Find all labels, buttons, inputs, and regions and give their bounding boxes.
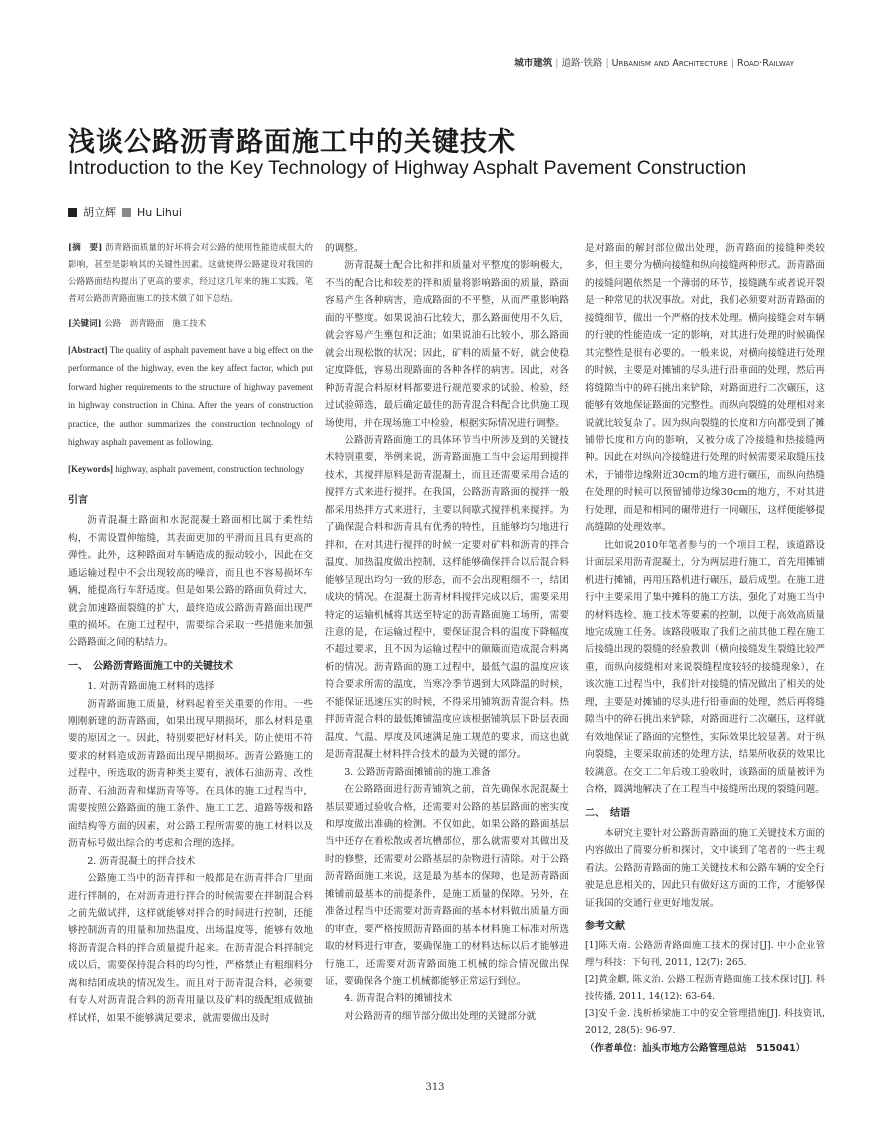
journal-header: 城市建筑 | 道路·铁路 | Urbanism and Architecture | Road·Railway (514, 58, 794, 69)
subsection-3-heading: 3. 公路沥青路面摊铺前的施工准备 (344, 766, 491, 778)
page-number: 313 (425, 1082, 445, 1093)
reference-item: [1]陈天南. 公路沥青路面施工技术的探讨[J]. 中小企业管理与科技：下旬刊, 2011, 12(7): 265. (585, 940, 825, 969)
abstract-zh-text: 沥青路面质量的好坏将会对公路的使用性能造成很大的影响，甚至是影响其的关键性因素。这就使得公路建设对我国的公路路面结构提出了更高的要求，经过这几年来的施工实践，笔者对公路沥青路面施工的技术做了如下总结。 (68, 243, 314, 304)
keywords-en-label: [Keywords] (68, 463, 113, 474)
header-section: 城市建筑 (514, 58, 553, 69)
column-2 (325, 240, 569, 1025)
keywords-en (68, 460, 313, 478)
paragraph: 公路施工当中的沥青拌和一般都是在沥青拌合厂里面进行拌制的，在对沥青进行拌合的时候需要在拌制混合料之前先做试拌，这样就能够对拌合的时间进行控制，还能够控制沥青的用量和加热温度、出场温度等，能够有效地将沥青混合料的拌合质量提升起来。在沥青混合料拌制完成以后，需要保持混合料的均匀性，严格禁止有粗细料分离和结团成块的情况发生。而且对于沥青混合料，必须要有专人对沥青混合料的沥青用量以及矿料的级配组成做抽样试样，如果不能够满足要求，就需要做出及时 (68, 873, 313, 1024)
keywords-en-text: highway, asphalt pavement, construction technology (115, 463, 305, 474)
author-en: Hu Lihui (137, 206, 182, 219)
header-en-subsection: Road·Railway (737, 58, 794, 69)
keywords-zh (68, 316, 313, 333)
square-bullet-icon (68, 208, 77, 217)
abstract-en-label: [Abstract] (68, 345, 108, 355)
reference-item: [2]黄金麒, 陈义治. 公路工程沥青路面施工技术探讨[J]. 科技传播, 2011, 14(12): 63-64. (585, 973, 825, 1002)
column-3 (585, 240, 825, 1057)
author-line (68, 204, 182, 220)
paragraph: 对公路沥青的细节部分做出处理的关键部分就 (344, 1010, 537, 1022)
subsection-4-heading: 4. 沥青混合料的摊铺技术 (344, 993, 453, 1005)
abstract-en-text: The quality of asphalt pavement have a big effect on the performance of the highway, even the key affect factor, which put forward higher requirements to the structure of highway pavement in highway construction in China. After the years of construction practice, the author summarizes the construction technology of highway asphalt pavement as following. (68, 345, 313, 448)
section-1-heading: 一、 公路沥青路面施工中的关键技术 (68, 660, 233, 672)
header-subsection: 道路·铁路 (561, 58, 603, 69)
paragraph: 比如说2010年笔者参与的一个项目工程，该道路设计面层采用沥青混凝土，分为两层进行施工，首先用摊铺机进行摊铺，再用压路机进行碾压，最后成型。在施工进行中主要采用了集中摊料的施工方法，强化了对施工当中的材料选检、施工技术等要素的控制，以便于高效高质量地完成施工任务。该路段吸取了我们之前其他工程在施工后接缝出现的裂缝的经验教训（横向接缝发生裂缝比较严重，而纵向接缝相对来说裂缝程度较轻的接缝现象），在该次施工过程当中，我们针对接缝的情况做出了相关的处理，主要是对摊铺的尽头进行铅垂面的处理，然后再将缝隙当中的碎石挑出来铲除，对路面进行二次碾压，这样就有效地保证了路面的完整性，实际效果比较显著。对于纵向裂缝，主要采取前述的处理方法，结果所收获的效果比较满意。在交工二年后竣工验收时，该路面的质量被评为合格，圆满地解决了在工程当中接缝所出现的裂缝问题。 (585, 539, 825, 796)
author-affiliation: （作者单位：汕头市地方公路管理总站 515041） (585, 1042, 806, 1054)
header-en-section: Urbanism and Architecture (611, 58, 728, 69)
article-title-en: Introduction to the Key Technology of Highway Asphalt Pavement Construction (68, 157, 747, 179)
section-2-heading: 二、 结语 (585, 807, 630, 819)
paragraph: 沥青路面施工质量，材料起着至关重要的作用。一些刚刚新建的沥青路面，如果出现早期损坏，那么材料是重要的原因之一。因此，特别要把好材料关，防止使用不符要求的材料造成沥青路面出现早期损坏。沥青公路施工的过程中，所选取的沥青种类主要有，液体石油沥青、改性沥青、石油沥青和煤沥青等等。在具体的施工过程当中，需要按照公路路面的施工条件、施工工艺、道路等级和路面结构等方面的因素，对公路工程所需要的施工材料以及沥青标号做出综合的考虑和合理的选择。 (68, 698, 313, 850)
subsection-2-heading: 2. 沥青混凝土的拌合技术 (87, 855, 196, 867)
intro-heading: 引言 (68, 495, 88, 507)
article-title-zh: 浅谈公路沥青路面施工中的关键技术 (68, 127, 516, 158)
abstract-zh (68, 240, 313, 308)
references-heading: 参考文献 (585, 920, 625, 932)
reference-item: [3]安千金. 浅析桥梁施工中的安全管理措施[J]. 科技资讯, 2012, 28(5): 96-97. (585, 1007, 825, 1036)
paragraph: 是对路面的解封部位做出处理，沥青路面的接缝种类较多，但主要分为横向接缝和纵向接缝两种形式。沥青路面的接缝问题依然是一个薄弱的环节，接缝跳车或者说开裂是一种常见的状况事故。对此，我们必须要对沥青路面的接缝细节，做出一个严格的技术处理。横向接缝会对车辆的行驶的性能造成一定的影响，对其进行处理的时候确保其完整性是很有必要的。一般来说，对横向接缝进行处理的时候，主要是对摊铺的尽头进行沿垂面的处理，然后再将缝隙当中的碎石挑出来铲除，对路面进行二次碾压，这能够有效地保证路面的完整性。而纵向裂缝的处理相对来说就比较复杂了。因为纵向裂缝的长度和方向都受到了摊铺带长度和方向的影响，又被分成了冷接缝和热接缝两种。因此在对纵向冷接缝进行处理的时候需要采取缝压技术，于铺带边缘附近30cm的地方进行碾压，而纵向热缝在处理的时候可以预留铺带边缘30cm的地方，不对其进行处理，而是和相同的碾带进行一同碾压，这样便能够提高缝隙的处理效率。 (585, 243, 825, 534)
paragraph: 本研究主要针对公路沥青路面的施工关键技术方面的内容做出了简要分析和探讨，文中谈到了笔者的一些主观看法。公路沥青路面的施工关键技术和公路车辆的安全行驶是息息相关的，因此只有做好这方面的工作，才能够保证我国的交通行业更好地发展。 (585, 827, 825, 909)
paragraph: 的调整。 (325, 243, 364, 254)
abstract-en (68, 341, 313, 452)
author-zh: 胡立辉 (83, 206, 116, 219)
paragraph: 沥青混凝土配合比和拌和质量对平整度的影响极大，不当的配合比和较差的拌和质量将影响路面的质量，路面容易产生各种病害，造成路面的不平整，从而严重影响路面的平整度。如果说油石比较大，那么路面使用不久后，就会容易产生壅包和泛油；如果说油石比较小，那么路面就会出现松散的状况；因此，矿料的质量不好，就会使稳定度降低，容易出现路面的各种各样的病害。因此，对各种沥青混合料原材料都要进行规范要求的试验、检验，经过试验筛选，最后确定最佳的沥青混合料配合比供施工现场使用，并在现场施工中检验，根据实际情况进行调整。 (325, 260, 569, 429)
abstract-zh-label: [摘 要] (68, 243, 103, 253)
square-bullet-icon (122, 208, 131, 217)
intro-paragraph: 沥青混凝土路面和水泥混凝土路面相比属于柔性结构，不需设置伸缩缝，其表面更加的平滑而且具有更高的弹性。此外，这种路面对车辆造成的振动较小，因此在交通运输过程中不会出现较高的噪音，而且也不容易损坏车辆，能提高行车舒适度。但是如果公路的路面负荷过大，就会加速路面裂缝的扩大，最终造成公路沥青路面出现严重的损坏。在施工过程中，需要综合采取一些措施来加强公路路面之间的粘结力。 (68, 515, 313, 649)
column-1 (68, 240, 313, 1027)
paragraph: 公路沥青路面施工的具体环节当中所涉及到的关键技术特别重要，举例来说，沥青路面施工当中会运用到搅拌技术，其搅拌原料是沥青混凝土，而且还需要采用合适的搅拌方式来进行搅拌。在我国，公路沥青路面的搅拌一般都采用热拌方式来进行，主要以间歇式搅拌机来搅拌。为了确保混合料和沥青具有优秀的特性，且能够均匀地进行拌和，在对其进行搅拌的时候一定要对矿料和沥青的拌合温度、加热温度做出控制，这样能够确保拌合以后混合料能够呈现出均匀一致的形态，而不会出现粗细不一，结团成块的情况。在混凝土沥青材料搅拌完成以后，需要采用特定的运输机械将其送至特定的沥青路面施工场所，需要注意的是，在运输过程中，要保证混合料的温度下降幅度不超过要求，且不因为运输过程中的颠簸而造成混合料离析的情况。沥青路面的施工过程中，最低气温的温度应该符合要求所需的温度，当寒冷季节遇到大风降温的时候，不能保证迅速压实的时候，不得采用铺筑沥青混合料。热拌沥青混合料的最低摊铺温度应该根据铺筑层下卧层表面温度、气温、厚度及风速满足施工规范的要求，而这也就是沥青混凝土材料拌合技术的最为关键的部分。 (325, 434, 569, 761)
paragraph: 在公路路面进行沥青铺筑之前，首先确保水泥混凝土基层要通过验收合格，还需要对公路的基层路面的密实度和厚度做出准确的检测。不仅如此，如果公路的路面基层当中还存在着松散或者坑槽部位，那么就需要对其做出及时的修整，还需要对公路基层的杂物进行清除。对于公路沥青路面施工来说，这是最为基本的保障，也是沥青路面摊铺前最基本的前提条件，是施工质量的保障。另外，在准备过程当中还需要对沥青路面的基本材料做出质量方面的审查，要严格按照沥青路面的基本材料施工标准对所选取的材料进行审查，要确保施工的材料达标以后才能够进行施工，还需要对沥青路面施工机械的综合情况做出保证，要确保各个施工机械都能够正常运行到位。 (325, 784, 569, 988)
keywords-zh-label: [关键词] (68, 319, 102, 329)
subsection-1-heading: 1. 对沥青路面施工材料的选择 (87, 681, 215, 693)
keywords-zh-text: 公路 沥青路面 施工技术 (104, 319, 207, 329)
